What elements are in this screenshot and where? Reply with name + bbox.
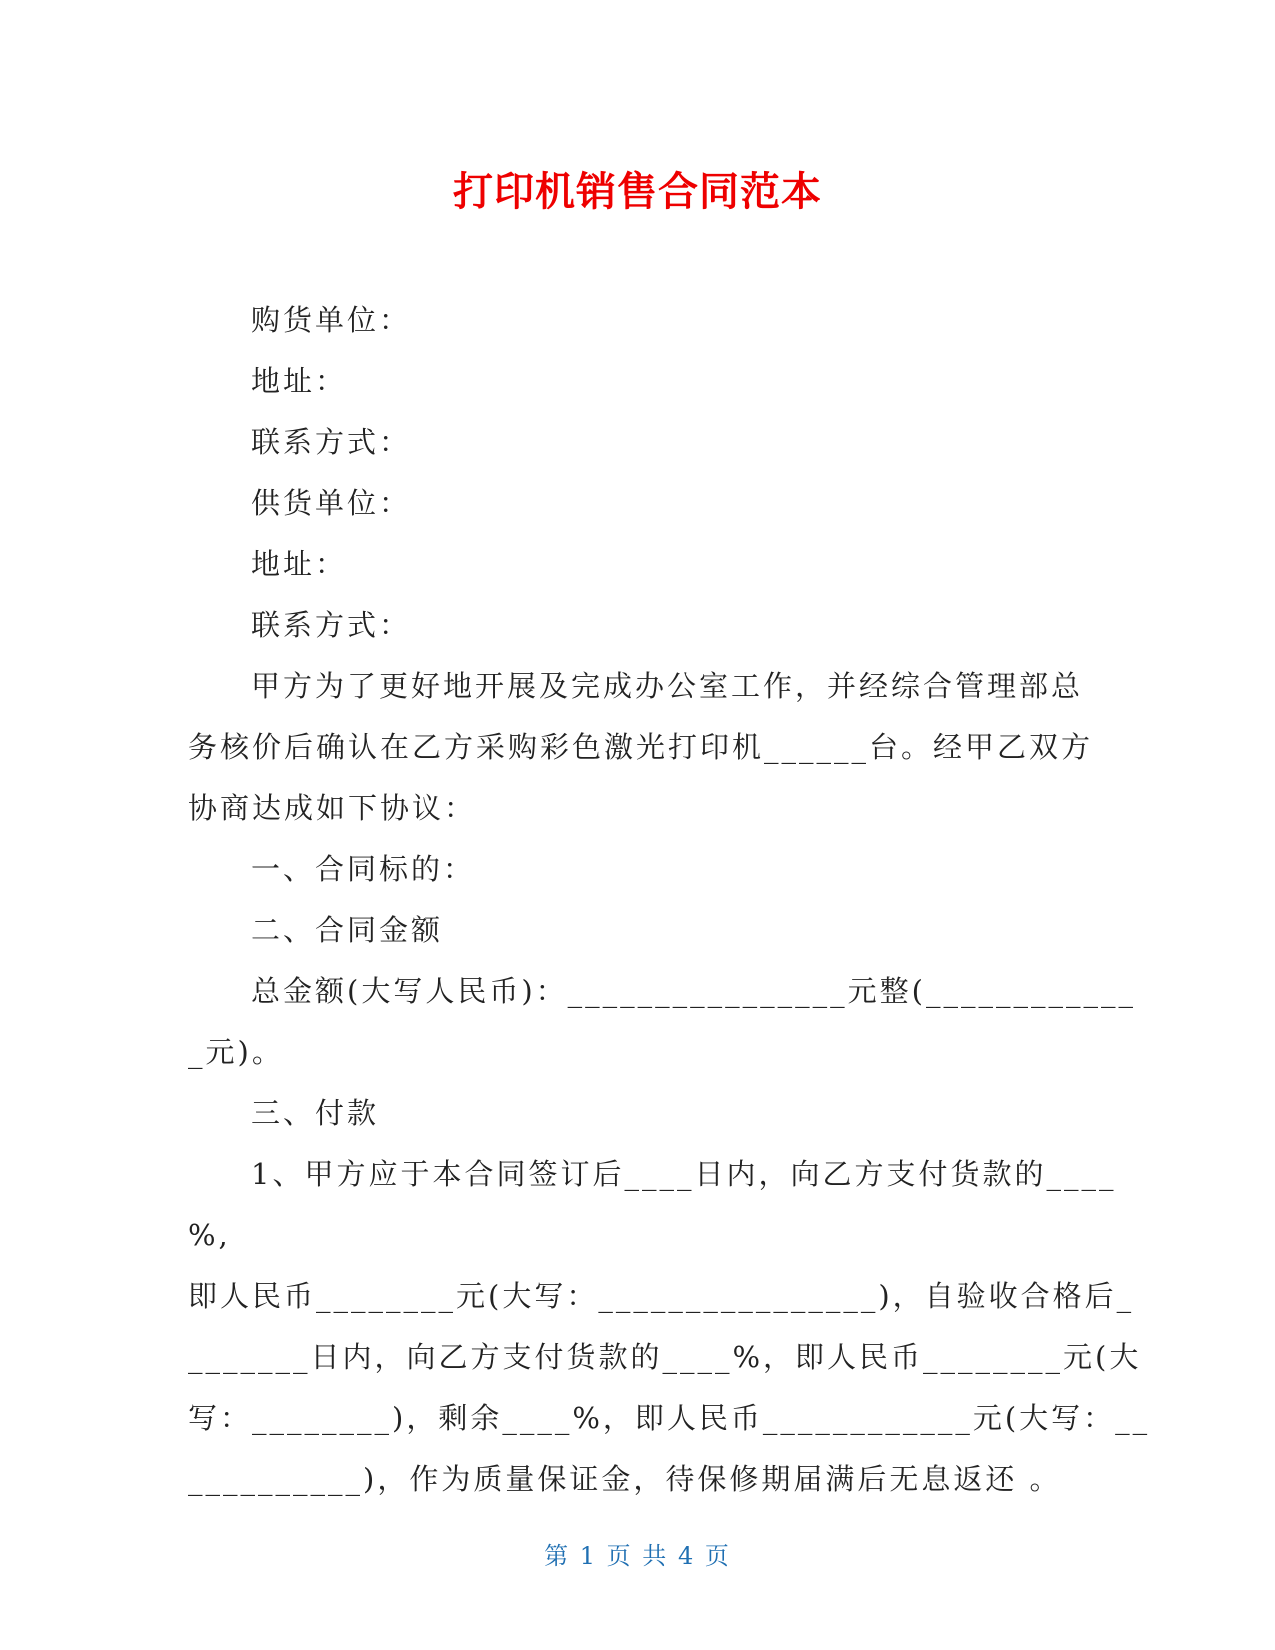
body-line: 务核价后确认在乙方采购彩色激光打印机______台。经甲乙双方 <box>188 730 1094 764</box>
body-line: 联系方式： <box>251 608 412 642</box>
body-line: 即人民币________元(大写：________________)，自验收合格后_ <box>188 1279 1135 1313</box>
body-line: 供货单位： <box>251 486 412 520</box>
body-line: __________)，作为质量保证金，待保修期届满后无息返还 。 <box>188 1462 1062 1496</box>
body-line: 地址： <box>251 364 348 398</box>
body-line: 协商达成如下协议： <box>188 791 477 825</box>
body-line: _元)。 <box>188 1035 284 1069</box>
page-title: 打印机销售合同范本 <box>453 169 822 215</box>
body-line: 地址： <box>251 547 348 581</box>
body-line: 三、付款 <box>251 1096 380 1130</box>
body-line: _______日内，向乙方支付货款的____%，即人民币________元(大 <box>188 1340 1142 1374</box>
page-number-footer: 第 1 页 共 4 页 <box>544 1542 731 1570</box>
body-line: %, <box>188 1218 231 1252</box>
body-line: 联系方式： <box>251 425 412 459</box>
body-line: 购货单位： <box>251 303 412 337</box>
body-line: 二、合同金额 <box>251 913 444 947</box>
body-line: 一、合同标的： <box>251 852 476 886</box>
body-line: 写：________)，剩余____%，即人民币____________元(大写：__ <box>188 1401 1151 1435</box>
body-line: 总金额(大写人民币)：________________元整(____________ <box>251 974 1136 1008</box>
body-line: 甲方为了更好地开展及完成办公室工作，并经综合管理部总 <box>251 669 1084 703</box>
body-line: 1、甲方应于本合同签订后____日内，向乙方支付货款的____ <box>251 1157 1117 1191</box>
contract-body <box>188 290 1151 1510</box>
